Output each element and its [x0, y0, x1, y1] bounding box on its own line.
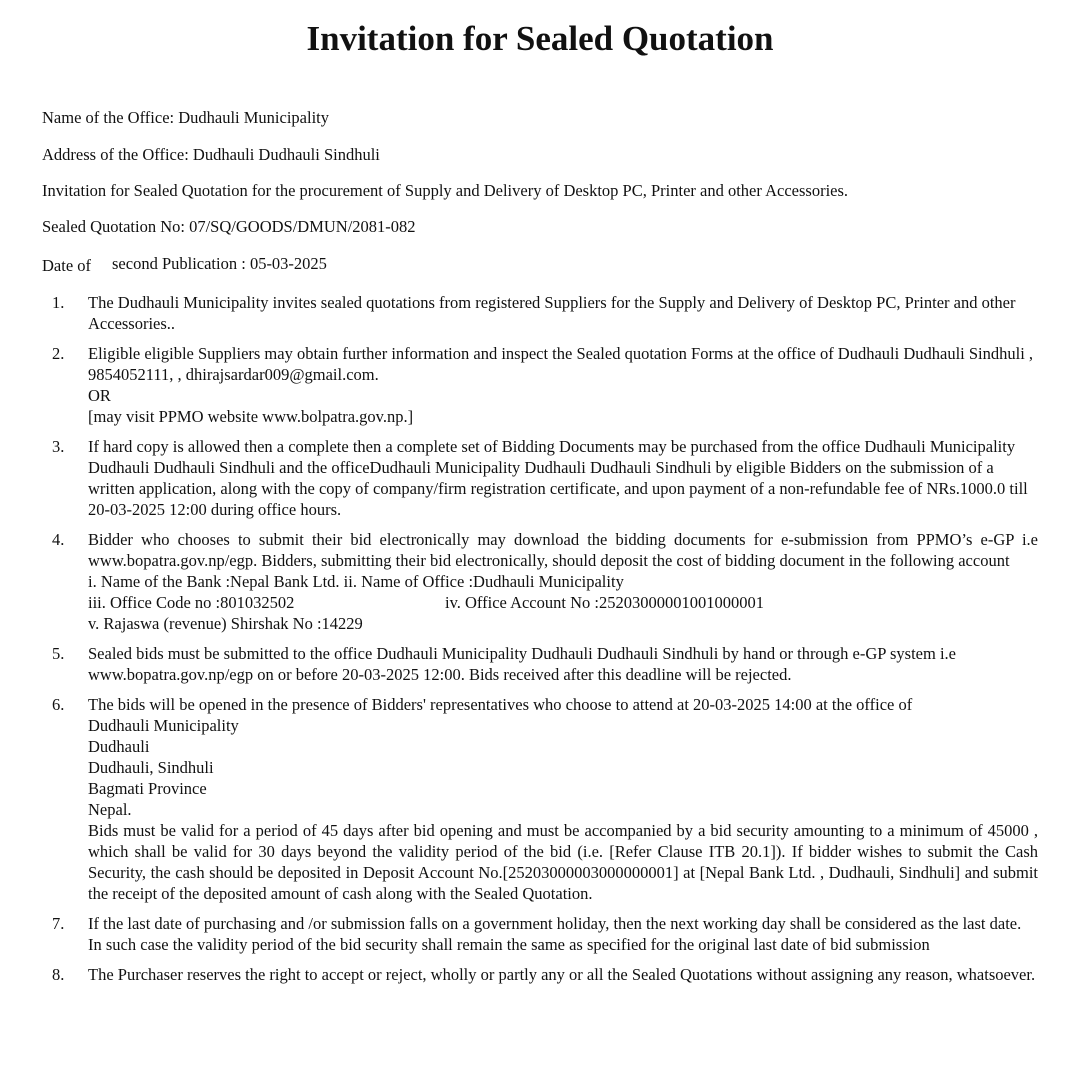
item-number: 4. — [52, 530, 65, 549]
list-item — [0, 529, 1080, 634]
office-code-row — [88, 592, 1038, 613]
item-text: The Dudhauli Municipality invites sealed quotations from registered Suppliers for the Supply and Delivery of Desktop PC, Printer and other Accessories.. — [88, 293, 1016, 333]
quotation-number: Sealed Quotation No: 07/SQ/GOODS/DMUN/2081-082 — [42, 217, 416, 236]
office-address-line: Dudhauli — [88, 737, 150, 756]
or-text: OR — [88, 386, 111, 405]
ppmo-website-text: [may visit PPMO website www.bolpatra.gov.np.] — [88, 407, 414, 426]
publication-label: Date of — [42, 256, 92, 275]
item-number: 3. — [52, 437, 65, 456]
office-name: Name of the Office: Dudhauli Municipality — [42, 108, 329, 127]
list-item — [0, 694, 1080, 904]
list-item — [0, 436, 1080, 520]
item-text: If hard copy is allowed then a complete then a complete set of Bidding Documents may be purchased from the office Dudhauli Municipality Dudhauli Dudhauli Sindhuli and the officeDudhauli Municipality Dudhauli Dudhauli Sindhuli by eligible Bidders on the submission of a written application, along with the copy of company/firm registration certificate, and upon payment of a non-refundable fee of NRs.1000.0 till 20-03-2025 12:00 during office hours. — [88, 437, 1028, 519]
publication-value: second Publication : 05-03-2025 — [112, 254, 327, 273]
office-account-number: iv. Office Account No :25203000001001000001 — [445, 593, 764, 612]
clause-list — [0, 292, 1080, 985]
office-address-line: Dudhauli Municipality — [88, 716, 239, 735]
item-number: 1. — [52, 293, 65, 312]
list-item — [0, 913, 1080, 955]
item-text: Sealed bids must be submitted to the office Dudhauli Municipality Dudhauli Dudhauli Sindhuli by hand or through e-GP system i.e www.bopatra.gov.np/egp on or before 20-03-2025 12:00. Bids received after this deadline will be rejected. — [88, 644, 956, 684]
office-address: Address of the Office: Dudhauli Dudhauli Sindhuli — [42, 145, 380, 164]
list-item — [0, 292, 1080, 334]
bid-security-text: Bids must be valid for a period of 45 days after bid opening and must be accompanied by a bid security amounting to a minimum of 45000 , which shall be valid for 30 days beyond the validity period of the bid (i.e. [Refer Clause ITB 20.1]). If bidder wishes to submit the Cash Security, the cash should be deposited in Deposit Account No.[25203000003000000001] at [Nepal Bank Ltd. , Dudhauli, Sindhuli] and submit the receipt of the deposited amount of cash along with the Sealed Quotation. — [88, 821, 1038, 903]
item-number: 8. — [52, 965, 65, 984]
item-number: 7. — [52, 914, 65, 933]
item-number: 6. — [52, 695, 65, 714]
office-address-line: Bagmati Province — [88, 779, 207, 798]
document-title: Invitation for Sealed Quotation — [306, 19, 774, 58]
office-address-line: Nepal. — [88, 800, 132, 819]
item-text: Eligible eligible Suppliers may obtain further information and inspect the Sealed quotation Forms at the office of Dudhauli Dudhauli Sindhuli , 9854052111, , dhirajsardar009@gmail.com. — [88, 344, 1034, 384]
item-text: Bidder who chooses to submit their bid electronically may download the bidding documents for e-submission from PPMO’s e-GP i.e www.bopatra.gov.np/egp. Bidders, submitting their bid electronically, should deposit the cost of bidding document in the following account — [88, 530, 1038, 570]
rajaswa-number: v. Rajaswa (revenue) Shirshak No :14229 — [88, 614, 363, 633]
item-number: 5. — [52, 644, 65, 663]
publication-date — [42, 254, 327, 274]
list-item — [0, 343, 1080, 427]
invitation-statement: Invitation for Sealed Quotation for the procurement of Supply and Delivery of Desktop PC, Printer and other Accessories. — [42, 181, 849, 200]
item-text: The bids will be opened in the presence of Bidders' representatives who choose to attend at 20-03-2025 14:00 at the office of — [88, 695, 913, 714]
list-item — [0, 643, 1080, 685]
item-number: 2. — [52, 344, 65, 363]
office-address-line: Dudhauli, Sindhuli — [88, 758, 214, 777]
list-item — [0, 964, 1080, 985]
office-code: iii. Office Code no :801032502 — [88, 593, 295, 612]
item-text: The Purchaser reserves the right to accept or reject, wholly or partly any or all the Sealed Quotations without assigning any reason, whatsoever. — [88, 965, 1036, 984]
bank-details: i. Name of the Bank :Nepal Bank Ltd. ii. Name of Office :Dudhauli Municipality — [88, 572, 624, 591]
item-text: If the last date of purchasing and /or submission falls on a government holiday, then the next working day shall be considered as the last date. In such case the validity period of the bid security shall remain the same as specified for the original last date of bid submission — [88, 914, 1022, 954]
